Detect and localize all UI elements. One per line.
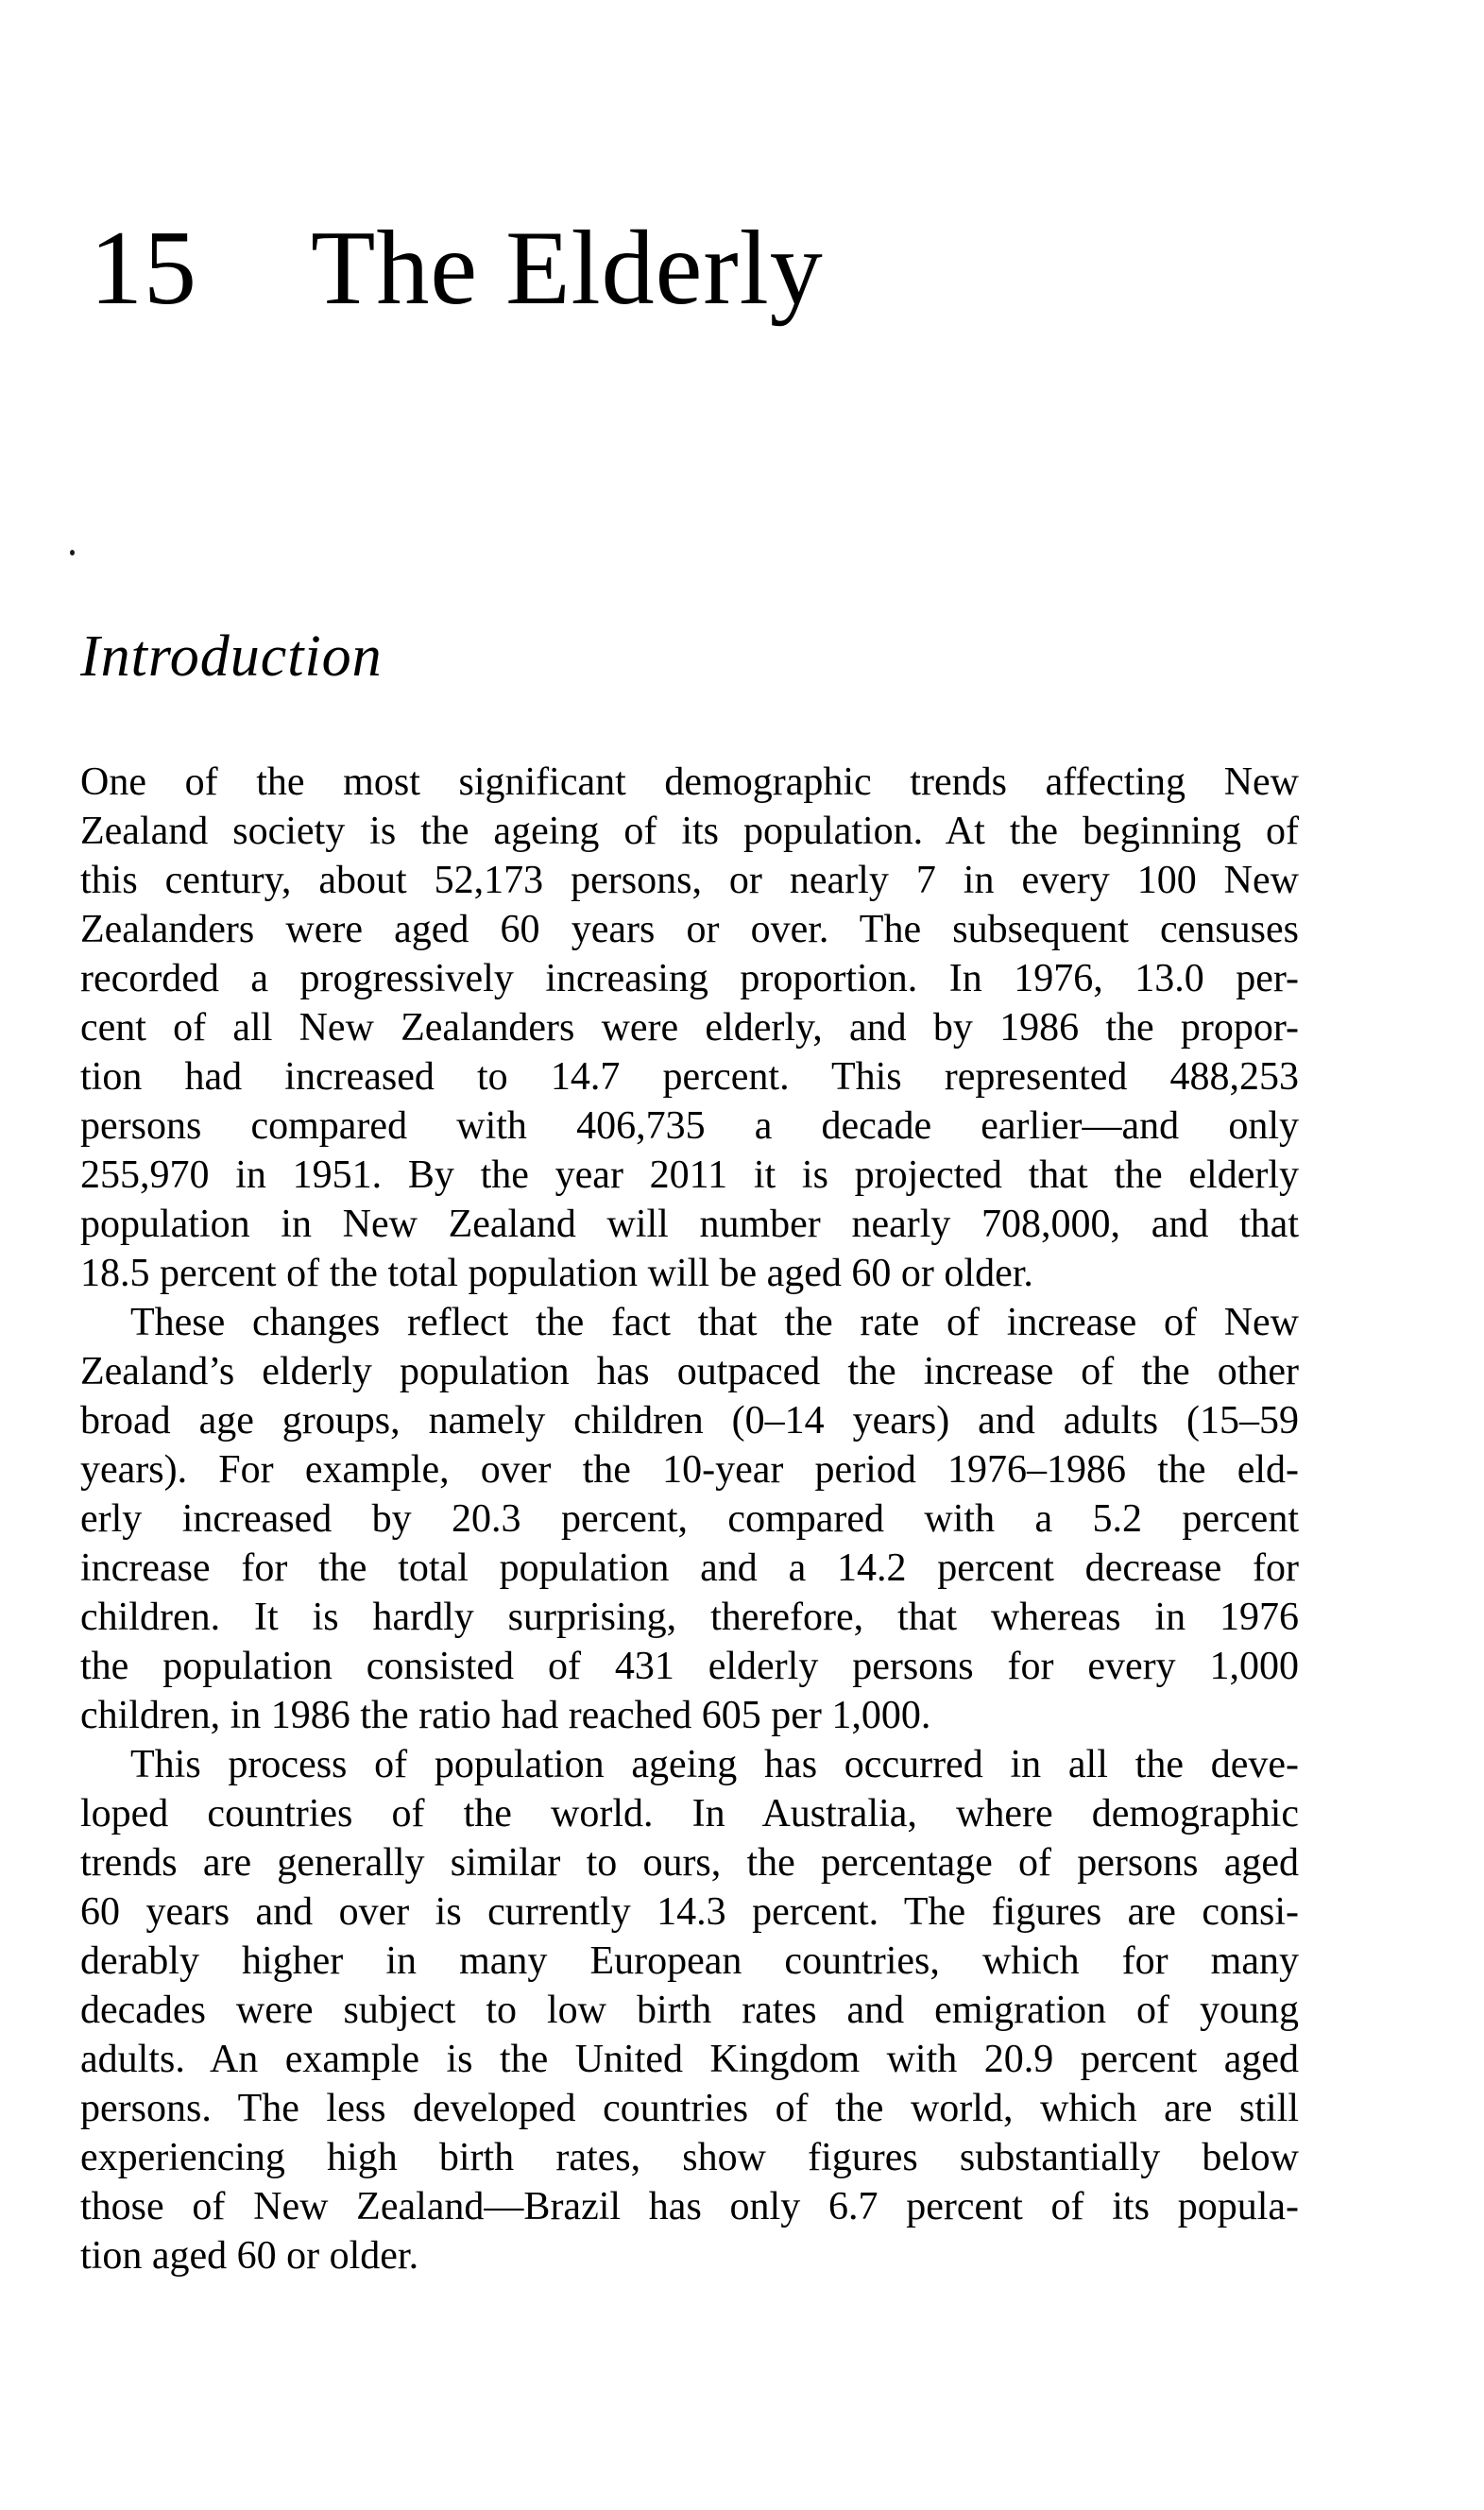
- paragraph-3: [80, 1740, 1299, 2280]
- text-line: persons. The less developed countries of the world, which are still: [80, 2087, 1299, 2130]
- text-line: 18.5 percent of the total population will be aged 60 or older.: [80, 1252, 1033, 1295]
- section-heading: Introduction: [80, 624, 383, 689]
- text-line: loped countries of the world. In Australia, where demographic: [80, 1792, 1299, 1836]
- text-line: adults. An example is the United Kingdom with 20.9 percent aged: [80, 2038, 1299, 2081]
- text-line: Zealanders were aged 60 years or over. The subsequent censuses: [80, 908, 1299, 951]
- text-line: trends are generally similar to ours, the percentage of persons aged: [80, 1841, 1299, 1885]
- text-line: this century, about 52,173 persons, or nearly 7 in every 100 New: [80, 859, 1299, 902]
- text-line: tion aged 60 or older.: [80, 2234, 419, 2278]
- text-line: children, in 1986 the ratio had reached 605 per 1,000.: [80, 1694, 931, 1737]
- text-line: increase for the total population and a 14.2 percent decrease for: [80, 1546, 1299, 1590]
- text-line: This process of population ageing has occurred in all the deve-: [130, 1743, 1299, 1786]
- text-line: population in New Zealand will number nearly 708,000, and that: [80, 1203, 1299, 1246]
- chapter-title: The Elderly: [311, 210, 824, 327]
- paragraph-1: [80, 758, 1299, 1298]
- body-text: [80, 758, 1299, 2280]
- text-line: experiencing high birth rates, show figures substantially below: [80, 2136, 1299, 2179]
- text-line: 255,970 in 1951. By the year 2011 it is projected that the elderly: [80, 1153, 1299, 1197]
- chapter-number: 15: [90, 210, 197, 327]
- text-line: recorded a progressively increasing proportion. In 1976, 13.0 per-: [80, 957, 1299, 1000]
- chapter-heading: [90, 210, 824, 327]
- text-line: derably higher in many European countries, which for many: [80, 1939, 1299, 1983]
- text-line: tion had increased to 14.7 percent. This represented 488,253: [80, 1055, 1299, 1099]
- scan-speck: [70, 550, 75, 555]
- text-line: decades were subject to low birth rates and emigration of young: [80, 1989, 1299, 2032]
- text-line: Zealand society is the ageing of its population. At the beginning of: [80, 810, 1299, 853]
- text-line: These changes reflect the fact that the rate of increase of New: [130, 1301, 1299, 1344]
- text-line: erly increased by 20.3 percent, compared with a 5.2 percent: [80, 1497, 1299, 1541]
- text-line: broad age groups, namely children (0–14 years) and adults (15–59: [80, 1399, 1299, 1443]
- text-line: One of the most significant demographic trends affecting New: [80, 760, 1299, 804]
- text-line: those of New Zealand—Brazil has only 6.7 percent of its popula-: [80, 2185, 1299, 2228]
- text-line: the population consisted of 431 elderly persons for every 1,000: [80, 1645, 1299, 1688]
- text-line: persons compared with 406,735 a decade earlier—and only: [80, 1104, 1299, 1148]
- paragraph-2: [80, 1298, 1299, 1740]
- text-line: children. It is hardly surprising, therefore, that whereas in 1976: [80, 1596, 1299, 1639]
- text-line: cent of all New Zealanders were elderly, and by 1986 the propor-: [80, 1006, 1299, 1050]
- text-line: 60 years and over is currently 14.3 percent. The figures are consi-: [80, 1890, 1299, 1934]
- text-line: years). For example, over the 10-year period 1976–1986 the eld-: [80, 1448, 1299, 1492]
- text-line: Zealand’s elderly population has outpaced the increase of the other: [80, 1350, 1299, 1393]
